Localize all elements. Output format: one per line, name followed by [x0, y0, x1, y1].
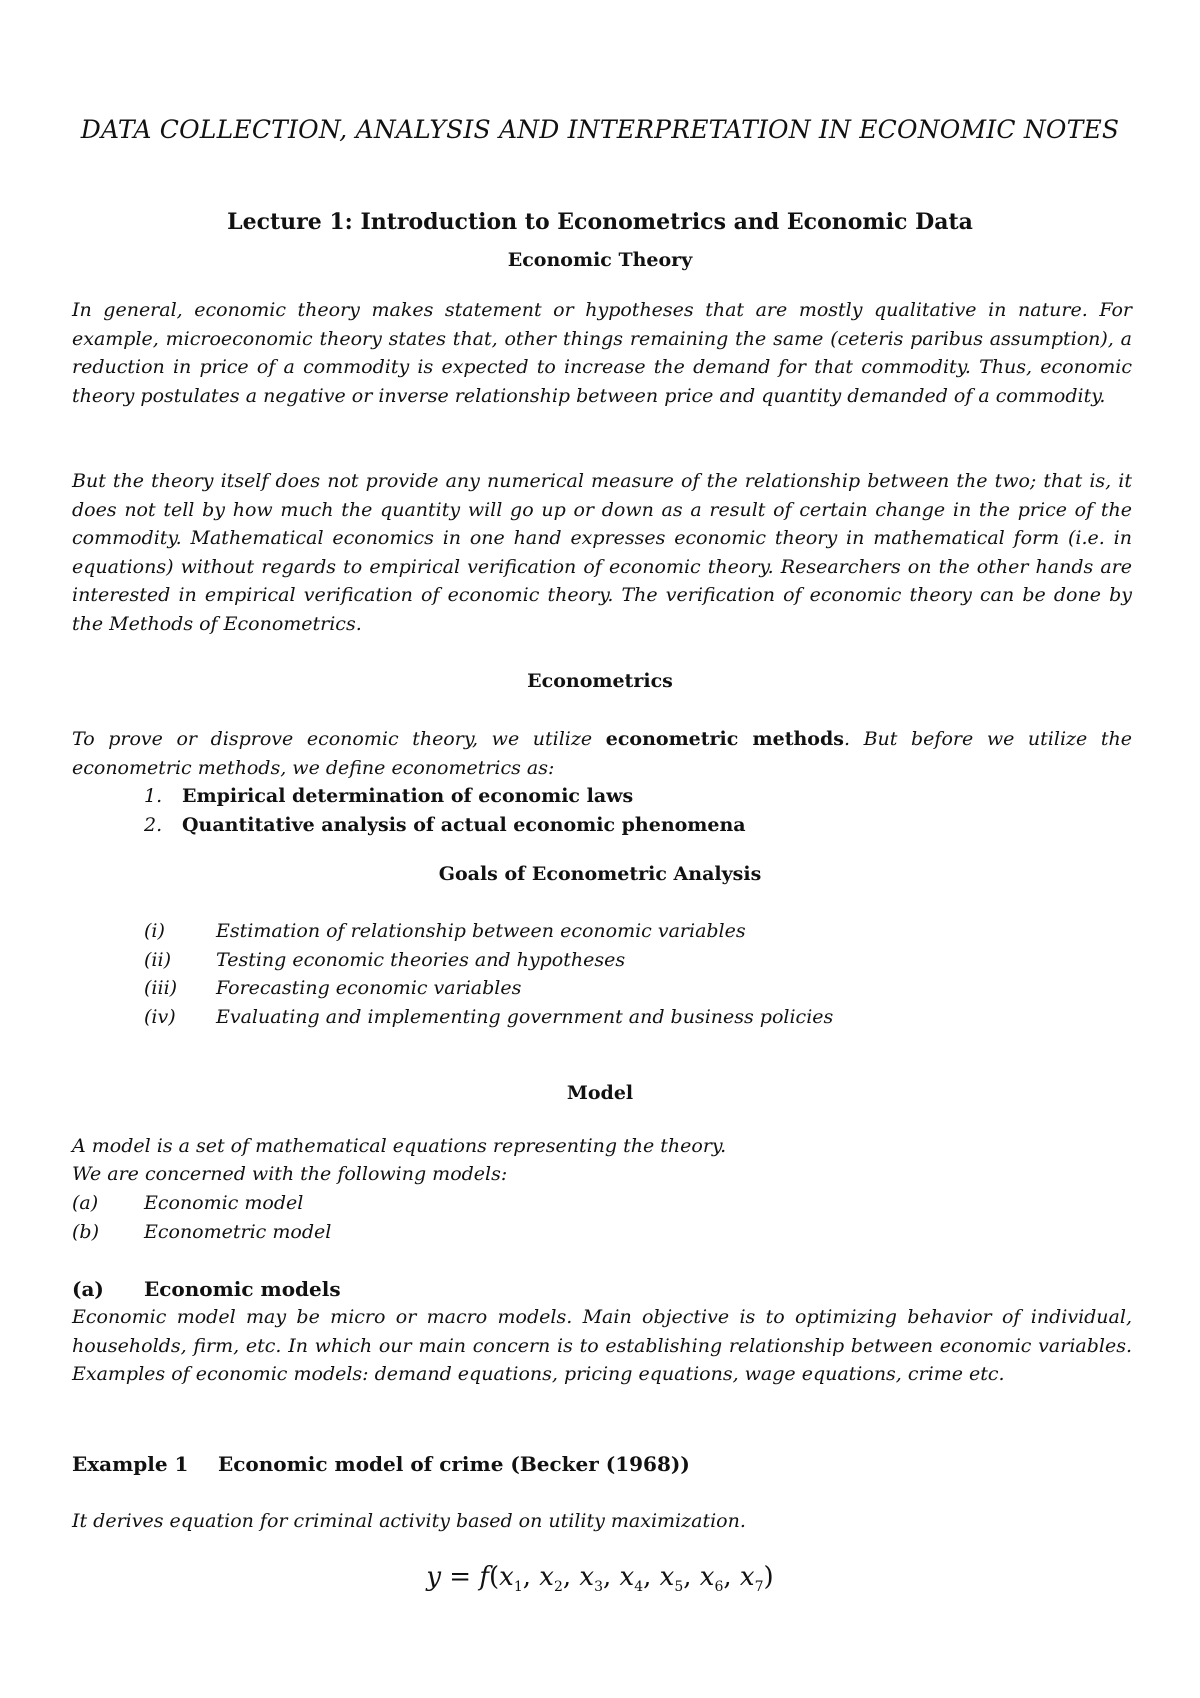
list-item	[144, 974, 1044, 1003]
model-definition: A model is a set of mathematical equations representing the theory.	[72, 1135, 727, 1157]
equation-var: x	[699, 1562, 715, 1592]
list-item-number: 1.	[144, 785, 163, 807]
list-item-text: Economic model	[144, 1192, 304, 1214]
equation-subscript: 1	[513, 1579, 523, 1596]
economic-theory-paragraph-2: But the theory itself does not provide any numerical measure of the relationship between the two; that is, it does not tell by how much the quantity will go up or down as a result of certain change in the price of the commodity. Mathematical economics in one hand expresses economic theory in mathematical form (i.e. in equations) without regards to empirical verification of economic theory. Researchers on the other hands are interested in empirical verification of economic theory. The verification of economic theory can be done by the Methods of Econometrics.	[72, 470, 1132, 635]
econometrics-intro-text-2: . But before we utilize the econometric methods, we define econometrics as:	[72, 728, 1132, 779]
model-types-list	[72, 1189, 972, 1246]
example-1-description: It derives equation for criminal activity based on utility maximization.	[72, 1510, 746, 1532]
list-item	[72, 1218, 972, 1247]
list-item-number: (ii)	[144, 948, 171, 971]
equation-subscript: 5	[674, 1579, 684, 1596]
equation-var: x	[659, 1562, 675, 1592]
econometrics-heading: Econometrics	[527, 670, 673, 692]
econometrics-definitions-list	[144, 782, 1044, 839]
equation-var: x	[539, 1562, 554, 1592]
document-title: DATA COLLECTION, ANALYSIS AND INTERPRETATION IN ECONOMIC NOTES	[80, 115, 1120, 144]
example-1-heading	[72, 1450, 690, 1478]
model-concern-line: We are concerned with the following models:	[72, 1163, 508, 1185]
equation-lhs: y	[426, 1562, 442, 1592]
section-number: (a)	[72, 1277, 104, 1301]
list-item	[72, 1189, 972, 1218]
equation-var: x	[499, 1562, 514, 1592]
example-title: Economic model of crime (Becker (1968))	[218, 1452, 690, 1476]
example-number: Example 1	[72, 1452, 189, 1476]
econometrics-intro-text-1: To prove or disprove economic theory, we utilize	[72, 728, 606, 750]
equation-subscript: 7	[754, 1579, 764, 1596]
list-item-number: (b)	[72, 1220, 99, 1243]
list-item	[144, 1003, 1044, 1032]
model-heading: Model	[566, 1082, 634, 1104]
list-item-number: (iii)	[144, 977, 178, 999]
crime-equation: $y = f(x_1$, $x_2$, $x_3$, $x_4$, $x_5$, $x_6$, $x_7$)	[426, 1562, 774, 1596]
list-item-number: (iv)	[144, 1005, 176, 1028]
list-item-text: Quantitative analysis of actual economic phenomena	[182, 813, 746, 836]
list-item-text: Evaluating and implementing government and business policies	[216, 1005, 834, 1028]
equation-subscript: 6	[714, 1579, 724, 1596]
economic-models-heading	[72, 1275, 341, 1303]
list-item-text: Econometric model	[144, 1220, 332, 1243]
list-item-text: Forecasting economic variables	[216, 977, 522, 999]
list-item	[144, 946, 1044, 975]
econometrics-intro	[72, 725, 1132, 782]
list-item-text: Testing economic theories and hypotheses	[216, 948, 626, 971]
goals-heading: Goals of Econometric Analysis	[438, 863, 762, 885]
list-item-number: (a)	[72, 1192, 99, 1214]
list-item-text: Empirical determination of economic laws	[182, 785, 634, 807]
list-item-number: (i)	[144, 920, 165, 942]
list-item-number: 2.	[144, 813, 163, 836]
equation-subscript: 4	[634, 1579, 644, 1596]
list-item-text: Estimation of relationship between economic variables	[216, 920, 746, 942]
lecture-title: Lecture 1: Introduction to Econometrics and Economic Data	[227, 209, 973, 235]
list-item	[144, 917, 1044, 946]
equation-var: x	[579, 1562, 595, 1592]
economic-models-paragraph: Economic model may be micro or macro models. Main objective is to optimizing behavior of individual, households, firm, etc. In which our main concern is to establishing relationship between economic variables. Examples of economic models: demand equations, pricing equations, wage equations, crime etc.	[72, 1306, 1132, 1385]
econometrics-intro-bold: econometric methods	[605, 728, 844, 750]
equation-subscript: 3	[594, 1579, 603, 1596]
list-item	[144, 811, 1044, 840]
economic-theory-heading: Economic Theory	[507, 249, 693, 271]
list-item	[144, 782, 1044, 811]
equation-var: x	[619, 1562, 635, 1592]
goals-list	[144, 917, 1044, 1031]
equation-subscript: 2	[553, 1579, 563, 1596]
economic-theory-paragraph-1: In general, economic theory makes statement or hypotheses that are mostly qualitative in nature. For example, microeconomic theory states that, other things remaining the same (ceteris paribus assumption), a reduction in price of a commodity is expected to increase the demand for that commodity. Thus, economic theory postulates a negative or inverse relationship between price and quantity demanded of a commodity.	[72, 299, 1132, 407]
equation-function: f	[479, 1562, 489, 1592]
equation-var: x	[739, 1562, 755, 1592]
section-title: Economic models	[144, 1277, 341, 1301]
